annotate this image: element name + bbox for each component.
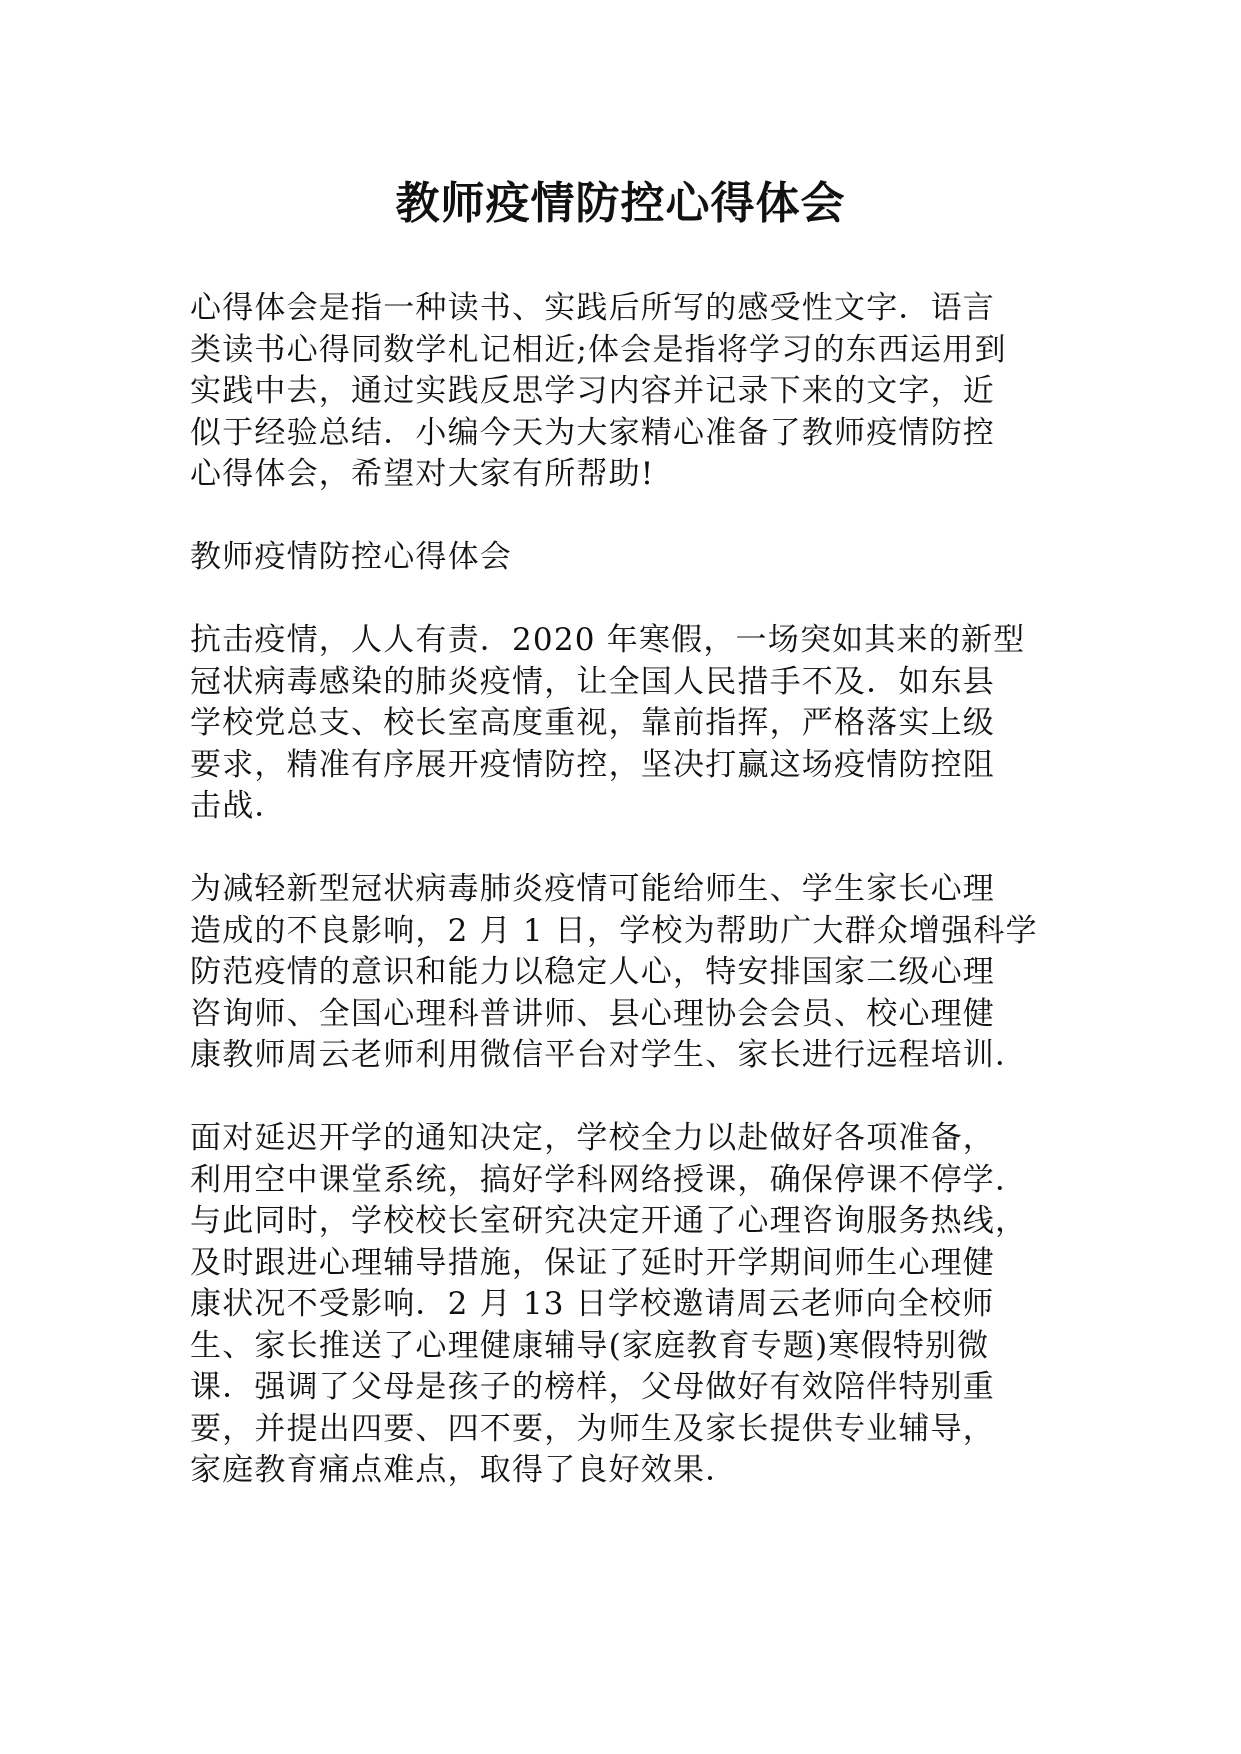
body-paragraph: 面对延迟开学的通知决定，学校全力以赴做好各项准备， 利用空中课堂系统，搞好学科网络授课，确保停课不停学． 与此同时，学校校长室研究决定开通了心理咨询服务热线， 及时跟进心理辅导措施，保证了延时开学期间师生心理健 康状况不受影响．2 月 13 日学校邀请周云老师向全校师 生、家长推送了心理健康辅导(家庭教育专题)寒假特别微 课．强调了父母是孩子的榜样，父母做好有效陪伴特别重 要，并提出四要、四不要，为师生及家长提供专业辅导， 家庭教育痛点难点，取得了良好效果．	[190, 1120, 1028, 1488]
body-paragraph: 为减轻新型冠状病毒肺炎疫情可能给师生、学生家长心理 造成的不良影响，2 月 1 日，学校为帮助广大群众增强科学 防范疫情的意识和能力以稳定人心，特安排国家二级心理 咨询师、全国心理科普讲师、县心理协会会员、校心理健 康教师周云老师利用微信平台对学生、家长进行远程培训．	[190, 871, 1038, 1073]
section-heading: 教师疫情防控心得体会	[190, 539, 512, 575]
document-title: 教师疫情防控心得体会	[395, 178, 846, 229]
body-paragraph: 抗击疫情，人人有责．2020 年寒假，一场突如其来的新型 冠状病毒感染的肺炎疫情，让全国人民措手不及．如东县 学校党总支、校长室高度重视，靠前指挥，严格落实上级 要求，精准有序展开疫情防控，坚决打赢这场疫情防控阻 击战．	[190, 622, 1026, 824]
document-body	[190, 288, 1050, 1533]
intro-paragraph: 心得体会是指一种读书、实践后所写的感受性文字．语言 类读书心得同数学札记相近;体会是指将学习的东西运用到 实践中去，通过实践反思学习内容并记录下来的文字，近 似于经验总结．小编今天为大家精心准备了教师疫情防控 心得体会，希望对大家有所帮助!	[190, 290, 1007, 492]
